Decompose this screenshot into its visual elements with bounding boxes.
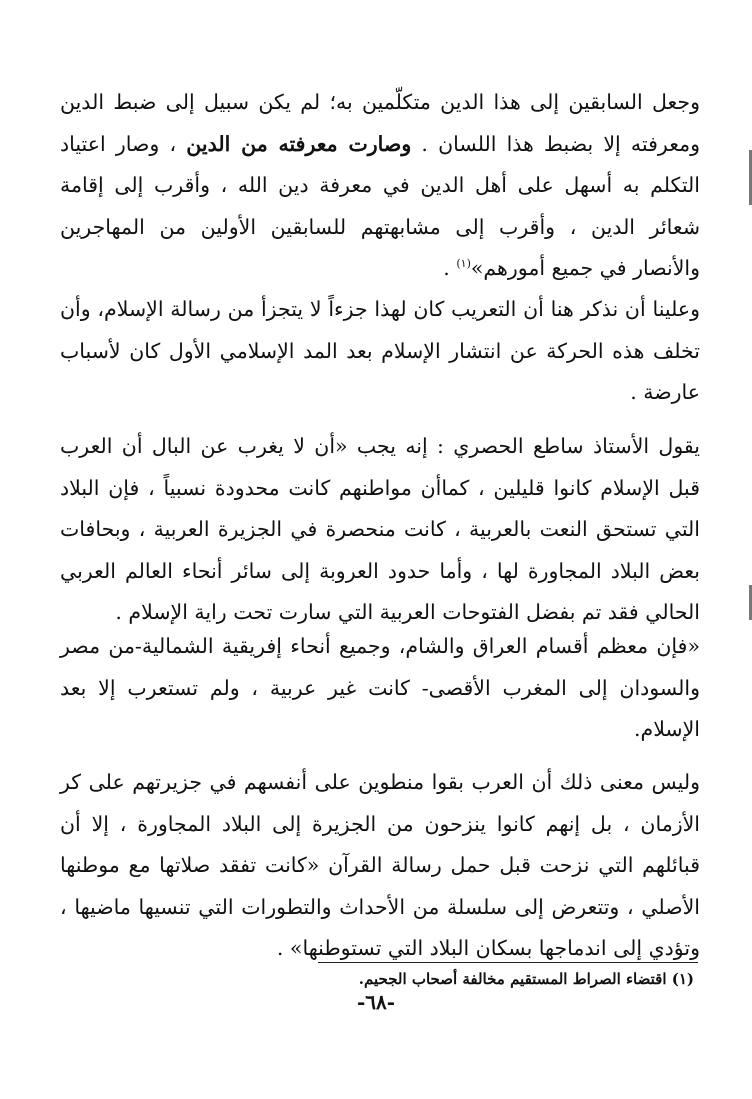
page-number: -٦٨- xyxy=(356,990,396,1014)
footnote-number: (١) xyxy=(671,970,694,988)
paragraph-1-text xyxy=(60,82,700,290)
paragraph-2-text: وعلينا أن نذكر هنا أن التعريب كان لهذا جزءاً لا يتجزأ من رسالة الإسلام، وأن تخلف هذه الحركة عن انتشار الإسلام بعد المد الإسلامي الأول كان لأسباب عارضة . xyxy=(60,297,700,404)
paragraph-1-part-2: ، وصار اعتياد التكلم به أسهل على أهل الدين في معرفة دين الله ، وأقرب إلى إقامة شعائر الدين ، وأقرب إلى مشابهتهم للسابقين الأولين من المهاجرين والأنصار في جميع أمورهم» xyxy=(60,131,700,280)
footnote-text: اقتضاء الصراط المستقيم مخالفة أصحاب الجحيم. xyxy=(358,970,667,988)
paragraph-1 xyxy=(60,82,700,290)
paragraph-3 xyxy=(60,426,700,634)
paragraph-4 xyxy=(60,626,700,751)
footnote-divider xyxy=(318,962,698,963)
paragraph-2 xyxy=(60,289,700,414)
paragraph-1-part-3: . xyxy=(443,256,457,280)
footnote-reference: (١) xyxy=(456,257,471,271)
footnote xyxy=(54,966,694,992)
paragraph-3-text: يقول الأستاذ ساطع الحصري : إنه يجب «أن لا يغرب عن البال أن العرب قبل الإسلام كانوا قليلين ، كماأن مواطنهم كانت محدودة نسبياً ، فإن البلاد التي تستحق النعت بالعربية ، كانت منحصرة في الجزيرة العربية ، وبحافات بعض البلاد المجاورة لها ، وأما حدود العروبة إلى سائر أنحاء العالم العربي الحالي فقد تم بفضل الفتوحات العربية التي سارت تحت راية الإسلام . xyxy=(60,434,700,624)
paragraph-1-emphasis: وصارت معرفته من الدين xyxy=(186,131,412,156)
paragraph-4-text: «فإن معظم أقسام العراق والشام، وجميع أنحاء إفريقية الشمالية-من مصر والسودان إلى المغرب الأقصى- كانت غير عربية ، ولم تستعرب إلا بعد الإسلام. xyxy=(60,634,700,741)
paragraph-1-part-1: وجعل السابقين إلى هذا الدين متكلّمين به؛ لم يكن سبيل إلى ضبط الدين ومعرفته إلا بضبط هذا اللسان . xyxy=(60,90,700,156)
paragraph-5-text: وليس معنى ذلك أن العرب بقوا منطوين على أنفسهم في جزيرتهم على كر الأزمان ، بل إنهم كانوا ينزحون من الجزيرة إلى البلاد المجاورة ، إلا أن قبائلهم التي نزحت قبل حمل رسالة القرآن «كانت تفقد صلاتها مع موطنها الأصلي ، وتتعرض إلى سلسلة من الأحداث والتطورات التي تنسيها ماضيها ، وتؤدي إلى اندماجها بسكان البلاد التي تستوطنها» . xyxy=(60,770,700,960)
paragraph-5 xyxy=(60,762,700,970)
